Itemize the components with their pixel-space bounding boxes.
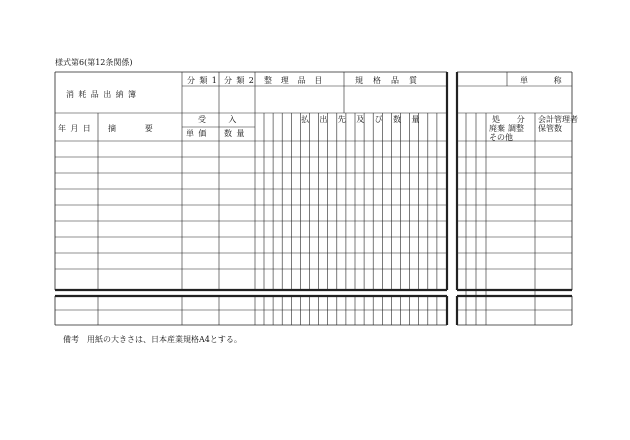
shobun-header: 処分 bbox=[492, 115, 542, 124]
seiri-hinmoku-header: 整理品目 bbox=[264, 76, 332, 85]
ukeire-header: 受入 bbox=[198, 115, 259, 124]
kaikei-kanrisha: 会計管理者 bbox=[538, 115, 578, 124]
hokan-su: 保管数 bbox=[538, 124, 562, 133]
note-text: 用紙の大きさは、日本産業規格A4とする。 bbox=[87, 335, 242, 344]
form-label: 様式第6(第12条関係) bbox=[55, 58, 133, 67]
haraidashi-header: 払出先及び数量 bbox=[301, 115, 430, 124]
shobun-sonota: その他 bbox=[489, 133, 513, 142]
tanka-header: 単価 bbox=[186, 129, 211, 138]
bunrui1-header: 分類1 bbox=[187, 76, 222, 85]
note-label: 備考 bbox=[63, 335, 79, 344]
tekiyo-header: 摘要 bbox=[108, 124, 182, 133]
date-header: 年月日 bbox=[58, 124, 96, 133]
tani-header: 単称 bbox=[520, 76, 588, 85]
bunrui2-header: 分類2 bbox=[224, 76, 259, 85]
shobun-haiki: 廃棄 bbox=[489, 124, 505, 133]
suryo-header: 数量 bbox=[224, 129, 249, 138]
ledger-title: 消耗品出納簿 bbox=[66, 90, 141, 99]
shobun-chosei: 調整 bbox=[508, 124, 524, 133]
kikaku-hinshitsu-header: 規格品質 bbox=[355, 76, 427, 85]
